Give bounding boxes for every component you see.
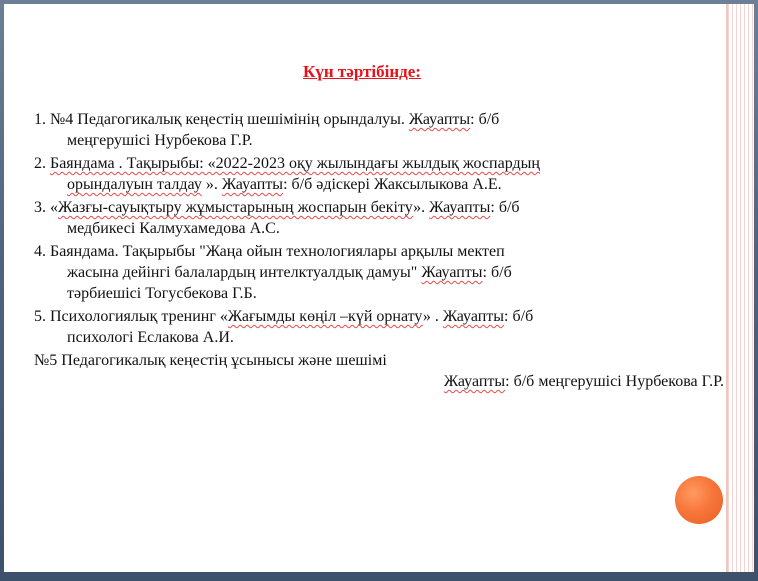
agenda-item-4: 4. Баяндама. Тақырыбы "Жаңа ойын технологиялары арқылы мектеп жасына дейінгі балалардың интелктуалдық дамуы" Жауапты: б/б тәрбиешісі Тогусбекова Г.Б. <box>34 243 512 302</box>
agenda-item-5: 5. Психологиялық тренинг «Жағымды көңіл –күй орнату» . Жауапты: б/б психологі Еслакова А.И. <box>34 308 534 346</box>
slide <box>4 4 754 572</box>
slide-title: Күн тәртібінде: <box>303 62 421 81</box>
agenda-list <box>34 109 724 392</box>
agenda-closing-line: №5 Педагогикалық кеңестің ұсынысы және шешімі <box>34 352 387 369</box>
responsible-line: Жауапты: б/б меңгерушісі Нурбекова Г.Р. <box>443 373 724 390</box>
slide-decoration-stripes <box>728 4 754 572</box>
orange-circle-decoration <box>675 476 723 524</box>
agenda-item-2: 2. Баяндама . Тақырыбы: «2022-2023 оқу жылындағы жылдық жоспардың орындалуын талдау ». Жауапты: б/б әдіскері Жаксылыкова А.Е. <box>34 155 540 193</box>
agenda-item-1: 1. №4 Педагогикалық кеңестің шешімінің орындалуы. Жауапты: б/б меңгерушісі Нурбекова Г.Р. <box>34 111 500 149</box>
agenda-item-3: 3. «Жазғы-сауықтыру жұмыстарының жоспарын бекіту». Жауапты: б/б медбикесі Калмухамедова А.С. <box>34 199 520 237</box>
